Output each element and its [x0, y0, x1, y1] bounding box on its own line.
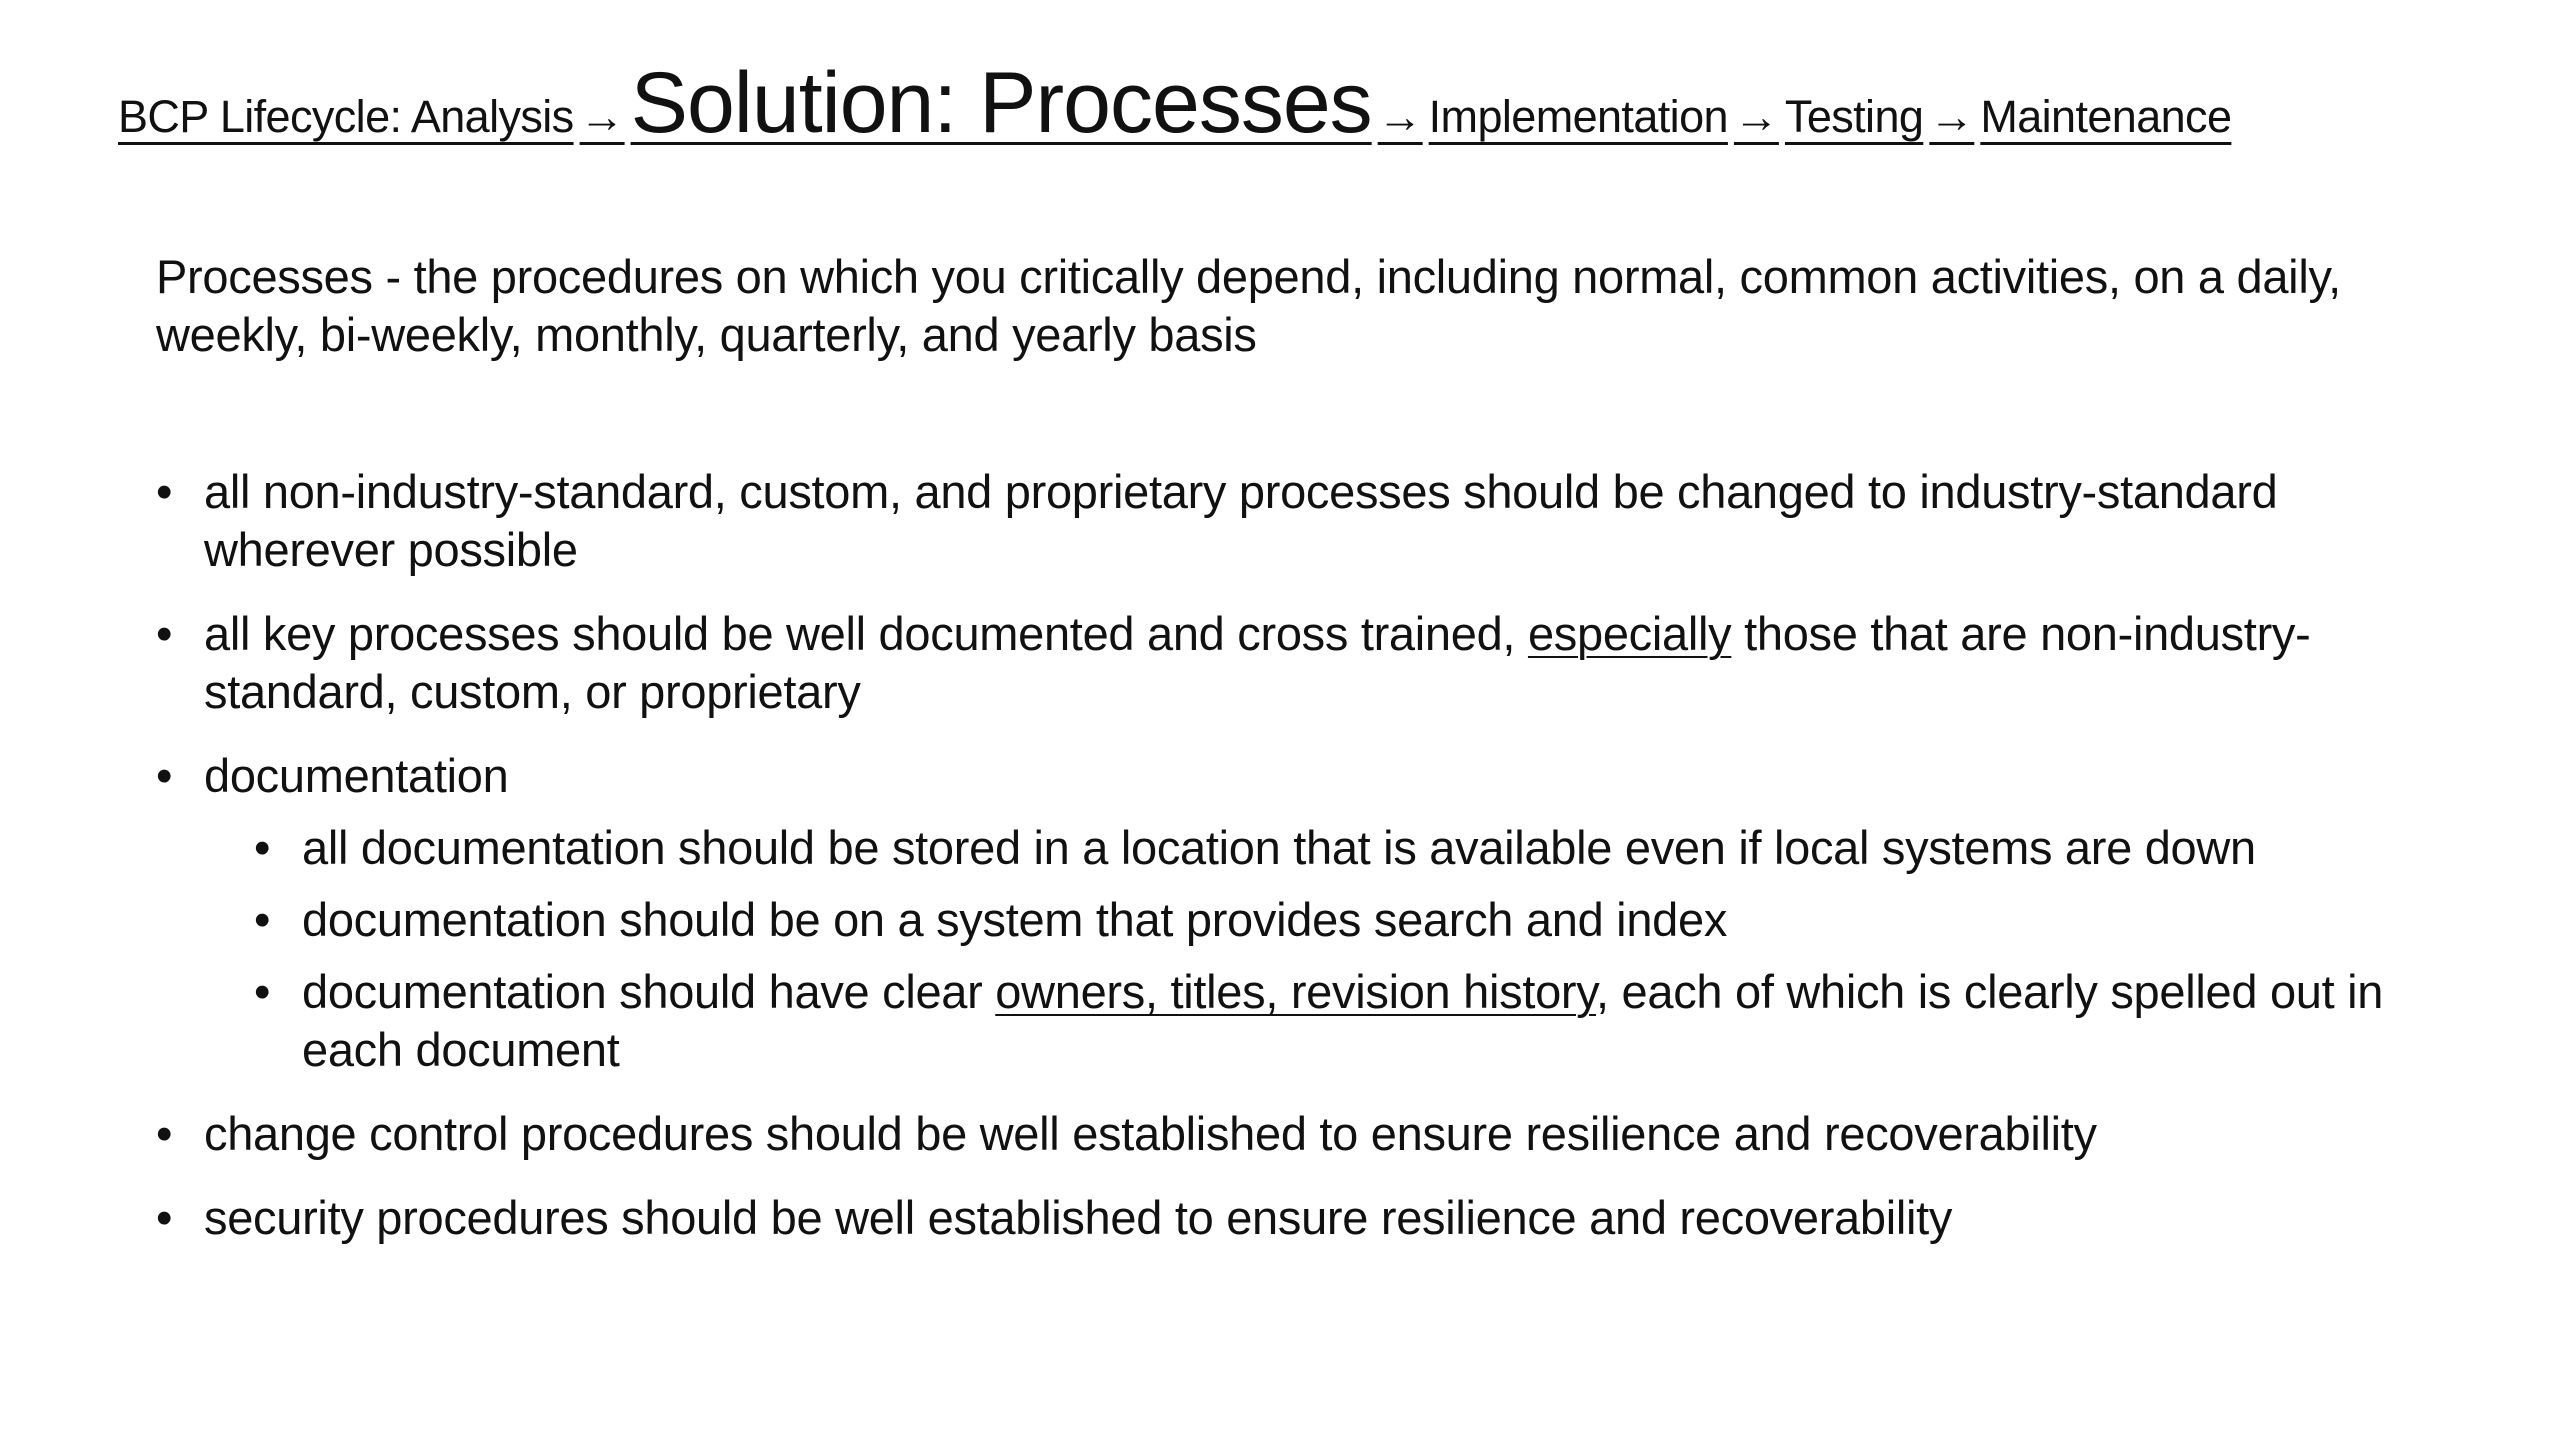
title-step-testing: Testing: [1784, 91, 1924, 142]
list-item-text: those that are non-industry-standard, custom, or proprietary: [204, 607, 2311, 718]
bullet-icon: •: [254, 893, 271, 946]
slide-title: [118, 55, 2458, 151]
sub-list-item-text: documentation should be on a system that provides search and index: [302, 893, 1728, 946]
title-step-maintenance: Maintenance: [1980, 91, 2232, 142]
title-current-stage: Solution: Processes: [630, 55, 1372, 151]
list-item-text: security procedures should be well established to ensure resilience and recoverability: [204, 1191, 1953, 1244]
bullet-list: [156, 463, 2456, 1273]
sub-list-item: [156, 819, 2456, 877]
sub-list-item: [156, 891, 2456, 949]
sub-list-item-text: all documentation should be stored in a location that is available even if local systems are down: [302, 821, 2256, 874]
sub-list-item-text: , each of which is clearly spelled out in each document: [302, 965, 2384, 1076]
arrow-icon: →: [1733, 91, 1779, 142]
list-item: [156, 747, 2456, 805]
list-item: [156, 463, 2456, 579]
bullet-icon: •: [254, 821, 271, 874]
emphasis-underlined: especially: [1527, 607, 1732, 660]
list-item: [156, 605, 2456, 721]
list-item: [156, 1105, 2456, 1163]
bullet-icon: •: [254, 965, 271, 1018]
list-item-text: all non-industry-standard, custom, and proprietary processes should be changed to industry-standard wherever possible: [204, 465, 2278, 576]
arrow-icon: →: [1929, 91, 1975, 142]
bullet-icon: •: [156, 607, 173, 660]
emphasis-underlined: owners, titles, revision history: [995, 965, 1596, 1018]
bullet-icon: •: [156, 465, 173, 518]
list-item-text: documentation: [204, 749, 509, 802]
bullet-icon: •: [156, 1191, 173, 1244]
list-item-text: all key processes should be well documented and cross trained,: [204, 607, 1528, 660]
bullet-icon: •: [156, 1107, 173, 1160]
sub-list-item-text: documentation should have clear: [302, 965, 996, 1018]
bullet-icon: •: [156, 749, 173, 802]
title-step-implementation: Implementation: [1428, 91, 1728, 142]
sub-bullet-list: [156, 819, 2456, 1079]
arrow-icon: →: [579, 91, 625, 142]
title-prefix: BCP Lifecycle: Analysis: [118, 91, 574, 142]
arrow-icon: →: [1377, 91, 1423, 142]
list-item-text: change control procedures should be well established to ensure resilience and recoverability: [204, 1107, 2097, 1160]
intro-paragraph: Processes - the procedures on which you critically depend, including normal, common activities, on a daily, weekly, bi-weekly, monthly, quarterly, and yearly basis: [156, 250, 2341, 361]
list-item: [156, 1189, 2456, 1247]
sub-list-item: [156, 963, 2456, 1079]
